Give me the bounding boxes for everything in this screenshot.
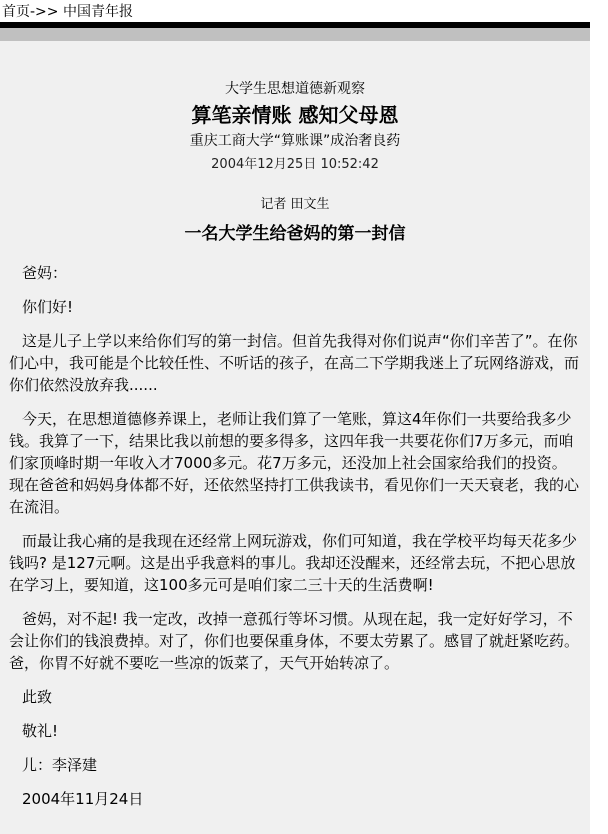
letter-paragraph: 而最让我心痛的是我现在还经常上网玩游戏，你们可知道，我在学校平均每天花多少钱吗? 是127元啊。这是出乎我意料的事儿。我却还没醒来，还经常去玩，不把心思放在学习上，要知道，这100多元可是咱们家二三十天的生活费啊! <box>9 532 578 594</box>
letter-date: 2004年11月24日 <box>22 790 144 808</box>
breadcrumb-home-link[interactable]: 首页 <box>2 4 30 20</box>
letter-greeting: 你们好! <box>22 298 74 316</box>
header-bar <box>0 28 590 41</box>
breadcrumb-current-link[interactable]: 中国青年报 <box>58 4 133 20</box>
letter-paragraph: 今天，在思想道德修养课上，老师让我们算了一笔账，算这4年你们一共要给我多少钱。我算了一下，结果比我以前想的要多得多，这四年我一共要花你们7万多元，而咱们家顶峰时期一年收入才7000多元。花7万多元，还没加上社会国家给我们的投资。现在爸爸和妈妈身体都不好，还依然坚持打工供我读书，看见你们一天天衰老，我的心在流泪。 <box>9 410 580 516</box>
letter-closing-line2: 敬礼! <box>22 722 59 740</box>
article-title: 算笔亲情账 感知父母恩 <box>191 103 399 127</box>
article-kicker: 大学生思想道德新观察 <box>225 81 365 97</box>
article-content <box>0 41 590 834</box>
article-subtitle: 重庆工商大学“算账课”成治奢良药 <box>189 133 401 149</box>
letter-heading: 一名大学生给爸妈的第一封信 <box>184 224 406 244</box>
letter-salutation: 爸妈： <box>22 264 68 282</box>
letter-body <box>0 245 590 834</box>
letter-paragraph: 这是儿子上学以来给你们写的第一封信。但首先我得对你们说声“你们辛苦了”。在你们心中，我可能是个比较任性、不听话的孩子，在高二下学期我迷上了玩网络游戏，而你们依然没放弃我...... <box>9 332 580 394</box>
letter-paragraph: 爸妈，对不起! 我一定改，改掉一意孤行等坏习惯。从现在起，我一定好好学习，不会让你们的钱浪费掉。对了，你们也要保重身体，不要太劳累了。感冒了就赶紧吃药。爸，你胃不好就不要吃一些凉的饭菜了，天气开始转凉了。 <box>9 610 580 672</box>
article-reporter: 记者 田文生 <box>260 197 330 212</box>
breadcrumb-separator: ->> <box>30 4 59 20</box>
article-header <box>0 81 590 245</box>
article-datetime: 2004年12月25日 10:52:42 <box>211 157 379 172</box>
breadcrumb <box>0 0 608 22</box>
letter-closing-line1: 此致 <box>22 688 53 706</box>
letter-signature: 儿：李泽建 <box>22 756 98 774</box>
